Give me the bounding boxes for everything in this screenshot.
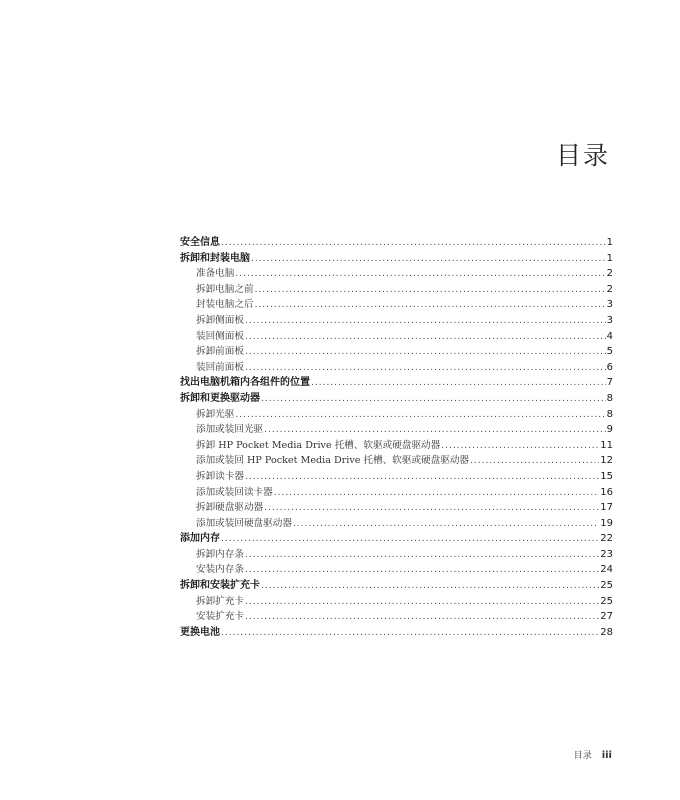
- toc-entry-page: 2: [606, 268, 613, 280]
- toc-dot-leader: [245, 595, 599, 611]
- toc-dot-leader: [235, 267, 605, 283]
- toc-entry-label: 封装电脑之后: [196, 299, 254, 311]
- toc-dot-leader: [245, 330, 606, 346]
- toc-entry-page: 3: [606, 314, 613, 326]
- toc-entry-label: 添加内存: [180, 533, 220, 545]
- toc-entry-page: 23: [600, 548, 613, 560]
- toc-dot-leader: [264, 423, 605, 439]
- toc-entry-page: 8: [606, 408, 613, 420]
- toc-entry-page: 17: [600, 502, 613, 514]
- toc-dot-leader: [221, 626, 599, 642]
- toc-entry-page: 28: [600, 626, 613, 638]
- toc-entry-page: 12: [600, 455, 613, 467]
- toc-entry[interactable]: [180, 297, 613, 313]
- toc-dot-leader: [261, 392, 606, 408]
- toc-entry-page: 25: [600, 595, 613, 607]
- toc-entry-label: 准备电脑: [196, 268, 235, 280]
- toc-entry-page: 27: [600, 611, 613, 623]
- toc-entry-label: 拆卸内存条: [196, 548, 244, 560]
- toc-entry-label: 拆卸硬盘驱动器: [196, 502, 264, 514]
- toc-entry-page: 3: [606, 299, 613, 311]
- toc-entry[interactable]: [180, 562, 613, 578]
- toc-dot-leader: [245, 345, 606, 361]
- toc-entry-label: 拆卸和更换驱动器: [180, 392, 260, 404]
- toc-entry-label: 添加或装回 HP Pocket Media Drive 托槽、软驱或硬盘驱动器: [196, 455, 470, 467]
- toc-entry[interactable]: [180, 453, 613, 469]
- toc-entry-label: 拆卸和安装扩充卡: [180, 580, 260, 592]
- footer-page-number: iii: [601, 750, 612, 761]
- toc-entry-page: 24: [600, 564, 613, 576]
- toc-dot-leader: [255, 298, 606, 314]
- toc-dot-leader: [274, 486, 600, 502]
- toc-dot-leader: [293, 517, 599, 533]
- page-footer: [574, 748, 612, 761]
- toc-entry-label: 拆卸前面板: [196, 346, 244, 358]
- toc-entry[interactable]: [180, 235, 613, 251]
- footer-section-label: 目录: [573, 751, 592, 761]
- toc-entry-page: 7: [606, 377, 613, 389]
- toc-dot-leader: [264, 501, 599, 517]
- toc-dot-leader: [245, 563, 599, 579]
- toc-entry[interactable]: [180, 375, 613, 391]
- toc-entry-label: 找出电脑机箱内各组件的位置: [180, 377, 310, 389]
- toc-entry[interactable]: [180, 282, 613, 298]
- toc-entry[interactable]: [180, 500, 613, 516]
- table-of-contents: [180, 235, 613, 640]
- toc-entry-page: 15: [600, 470, 613, 482]
- toc-entry[interactable]: [180, 438, 613, 454]
- toc-entry[interactable]: [180, 547, 613, 563]
- toc-entry-label: 拆卸读卡器: [196, 470, 244, 482]
- toc-entry-page: 25: [600, 580, 613, 592]
- toc-dot-leader: [245, 548, 599, 564]
- toc-dot-leader: [441, 439, 599, 455]
- toc-entry-label: 添加或装回光驱: [196, 424, 264, 436]
- toc-dot-leader: [470, 454, 599, 470]
- toc-dot-leader: [251, 252, 606, 268]
- toc-entry[interactable]: [180, 344, 613, 360]
- toc-entry-page: 4: [606, 330, 613, 342]
- toc-entry-page: 6: [606, 361, 613, 373]
- toc-entry-label: 拆卸 HP Pocket Media Drive 托槽、软驱或硬盘驱动器: [196, 439, 441, 451]
- toc-dot-leader: [221, 532, 599, 548]
- toc-entry-label: 安装内存条: [196, 564, 244, 576]
- toc-dot-leader: [261, 579, 599, 595]
- toc-dot-leader: [235, 408, 605, 424]
- toc-entry[interactable]: [180, 266, 613, 282]
- toc-entry[interactable]: [180, 251, 613, 267]
- toc-entry-page: 9: [606, 424, 613, 436]
- toc-entry-label: 装回侧面板: [196, 330, 244, 342]
- toc-entry[interactable]: [180, 485, 613, 501]
- toc-entry[interactable]: [180, 531, 613, 547]
- toc-entry-label: 拆卸光驱: [196, 408, 235, 420]
- toc-entry-label: 更换电池: [180, 626, 220, 638]
- toc-entry-label: 拆卸电脑之前: [196, 283, 254, 295]
- toc-dot-leader: [245, 361, 606, 377]
- toc-dot-leader: [311, 376, 606, 392]
- toc-dot-leader: [245, 610, 599, 626]
- toc-dot-leader: [245, 470, 599, 486]
- toc-entry-page: 19: [600, 517, 613, 529]
- toc-entry[interactable]: [180, 329, 613, 345]
- toc-entry[interactable]: [180, 407, 613, 423]
- toc-entry-label: 装回前面板: [196, 361, 244, 373]
- toc-dot-leader: [245, 314, 606, 330]
- toc-entry-label: 拆卸和封装电脑: [180, 252, 250, 264]
- toc-entry-label: 拆卸扩充卡: [196, 595, 244, 607]
- toc-entry-page: 1: [606, 237, 613, 248]
- toc-entry[interactable]: [180, 469, 613, 485]
- toc-entry[interactable]: [180, 516, 613, 532]
- toc-entry[interactable]: [180, 625, 613, 641]
- toc-entry-page: 2: [606, 283, 613, 295]
- toc-entry[interactable]: [180, 422, 613, 438]
- toc-entry[interactable]: [180, 594, 613, 610]
- toc-entry-page: 5: [606, 346, 613, 358]
- toc-entry-page: 1: [606, 252, 613, 264]
- toc-entry[interactable]: [180, 313, 613, 329]
- toc-entry-label: 安全信息: [180, 237, 220, 248]
- toc-entry[interactable]: [180, 609, 613, 625]
- toc-entry-label: 添加或装回读卡器: [196, 486, 273, 498]
- toc-entry[interactable]: [180, 391, 613, 407]
- toc-entry-page: 11: [600, 439, 613, 451]
- toc-entry-page: 8: [606, 392, 613, 404]
- toc-dot-leader: [255, 283, 606, 299]
- toc-entry-label: 拆卸侧面板: [196, 314, 244, 326]
- toc-entry-label: 添加或装回硬盘驱动器: [196, 517, 292, 529]
- toc-entry-label: 安装扩充卡: [196, 611, 244, 623]
- toc-entry[interactable]: [180, 578, 613, 594]
- toc-dot-leader: [221, 236, 606, 252]
- toc-entry-page: 16: [600, 486, 613, 498]
- page-title: 目录: [555, 141, 610, 170]
- toc-entry[interactable]: [180, 360, 613, 376]
- toc-entry-page: 22: [600, 533, 613, 545]
